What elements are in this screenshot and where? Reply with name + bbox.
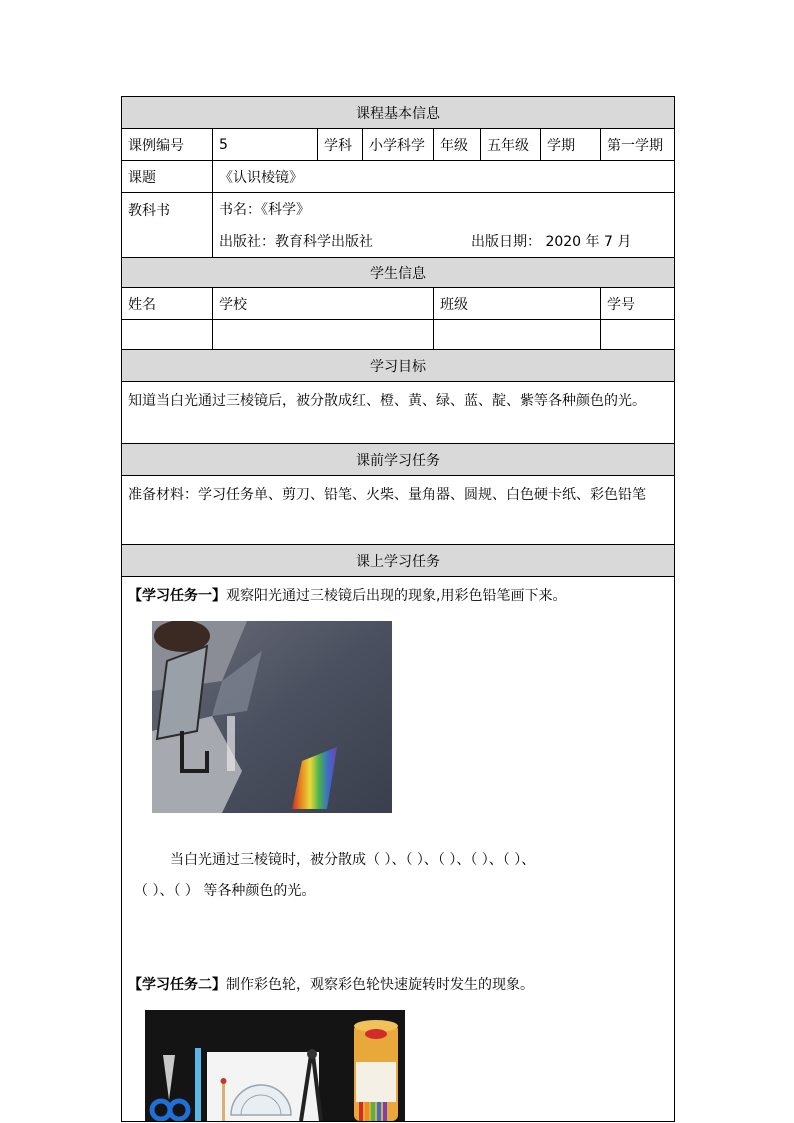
- grade-value: 五年级: [481, 129, 541, 161]
- in-class-tasks: [122, 577, 675, 1122]
- school-field[interactable]: [213, 320, 434, 350]
- task1-fill-line1[interactable]: 当白光通过三棱镜时，被分散成（ ）、（ ）、（ ）、（ ）、（ ）、: [170, 852, 536, 868]
- section-student-info: 学生信息: [122, 258, 675, 288]
- task1-tag: 【学习任务一】: [128, 588, 226, 604]
- book-name: 书名：《科学》: [219, 202, 310, 218]
- lesson-no-value: 5: [213, 129, 318, 161]
- prism-photo-image: [152, 621, 392, 813]
- textbook-label: 教科书: [122, 193, 213, 258]
- name-label: 姓名: [122, 288, 213, 320]
- subject-value: 小学科学: [363, 129, 434, 161]
- term-value: 第一学期: [601, 129, 675, 161]
- lesson-table: [121, 96, 675, 1122]
- publisher: 出版社：教育科学出版社: [219, 234, 373, 250]
- pre-class-text: 准备材料：学习任务单、剪刀、铅笔、火柴、量角器、圆规、白色硬卡纸、彩色铅笔: [122, 476, 675, 545]
- task2-tag: 【学习任务二】: [128, 977, 226, 993]
- class-field[interactable]: [434, 320, 601, 350]
- textbook-info: [213, 193, 675, 258]
- materials-photo-image: [145, 1010, 405, 1121]
- section-objectives: 学习目标: [122, 350, 675, 382]
- prism-photo: [152, 621, 392, 813]
- publish-date: 出版日期： 2020 年 7 月: [471, 234, 632, 250]
- term-label: 学期: [541, 129, 601, 161]
- student-id-label: 学号: [601, 288, 675, 320]
- task2-text: 制作彩色轮，观察彩色轮快速旋转时发生的现象。: [226, 977, 534, 993]
- subject-label: 学科: [318, 129, 363, 161]
- section-basic-info: 课程基本信息: [122, 97, 675, 129]
- topic-value: 《认识棱镜》: [213, 161, 675, 193]
- task1-text: 观察阳光通过三棱镜后出现的现象,用彩色铅笔画下来。: [226, 588, 567, 604]
- school-label: 学校: [213, 288, 434, 320]
- task1-fill-line2[interactable]: （ ）、（ ） 等各种颜色的光。: [134, 883, 316, 899]
- student-id-field[interactable]: [601, 320, 675, 350]
- section-pre-class: 课前学习任务: [122, 444, 675, 476]
- materials-photo: [145, 1010, 405, 1121]
- worksheet: [121, 96, 674, 1123]
- topic-label: 课题: [122, 161, 213, 193]
- task1-heading: [128, 585, 566, 605]
- section-in-class: 课上学习任务: [122, 545, 675, 577]
- objective-text: 知道当白光通过三棱镜后，被分散成红、橙、黄、绿、蓝、靛、紫等各种颜色的光。: [122, 382, 675, 444]
- class-label: 班级: [434, 288, 601, 320]
- lesson-no-label: 课例编号: [122, 129, 213, 161]
- grade-label: 年级: [434, 129, 481, 161]
- name-field[interactable]: [122, 320, 213, 350]
- task2-heading: [128, 974, 534, 994]
- publisher-line: [219, 225, 668, 257]
